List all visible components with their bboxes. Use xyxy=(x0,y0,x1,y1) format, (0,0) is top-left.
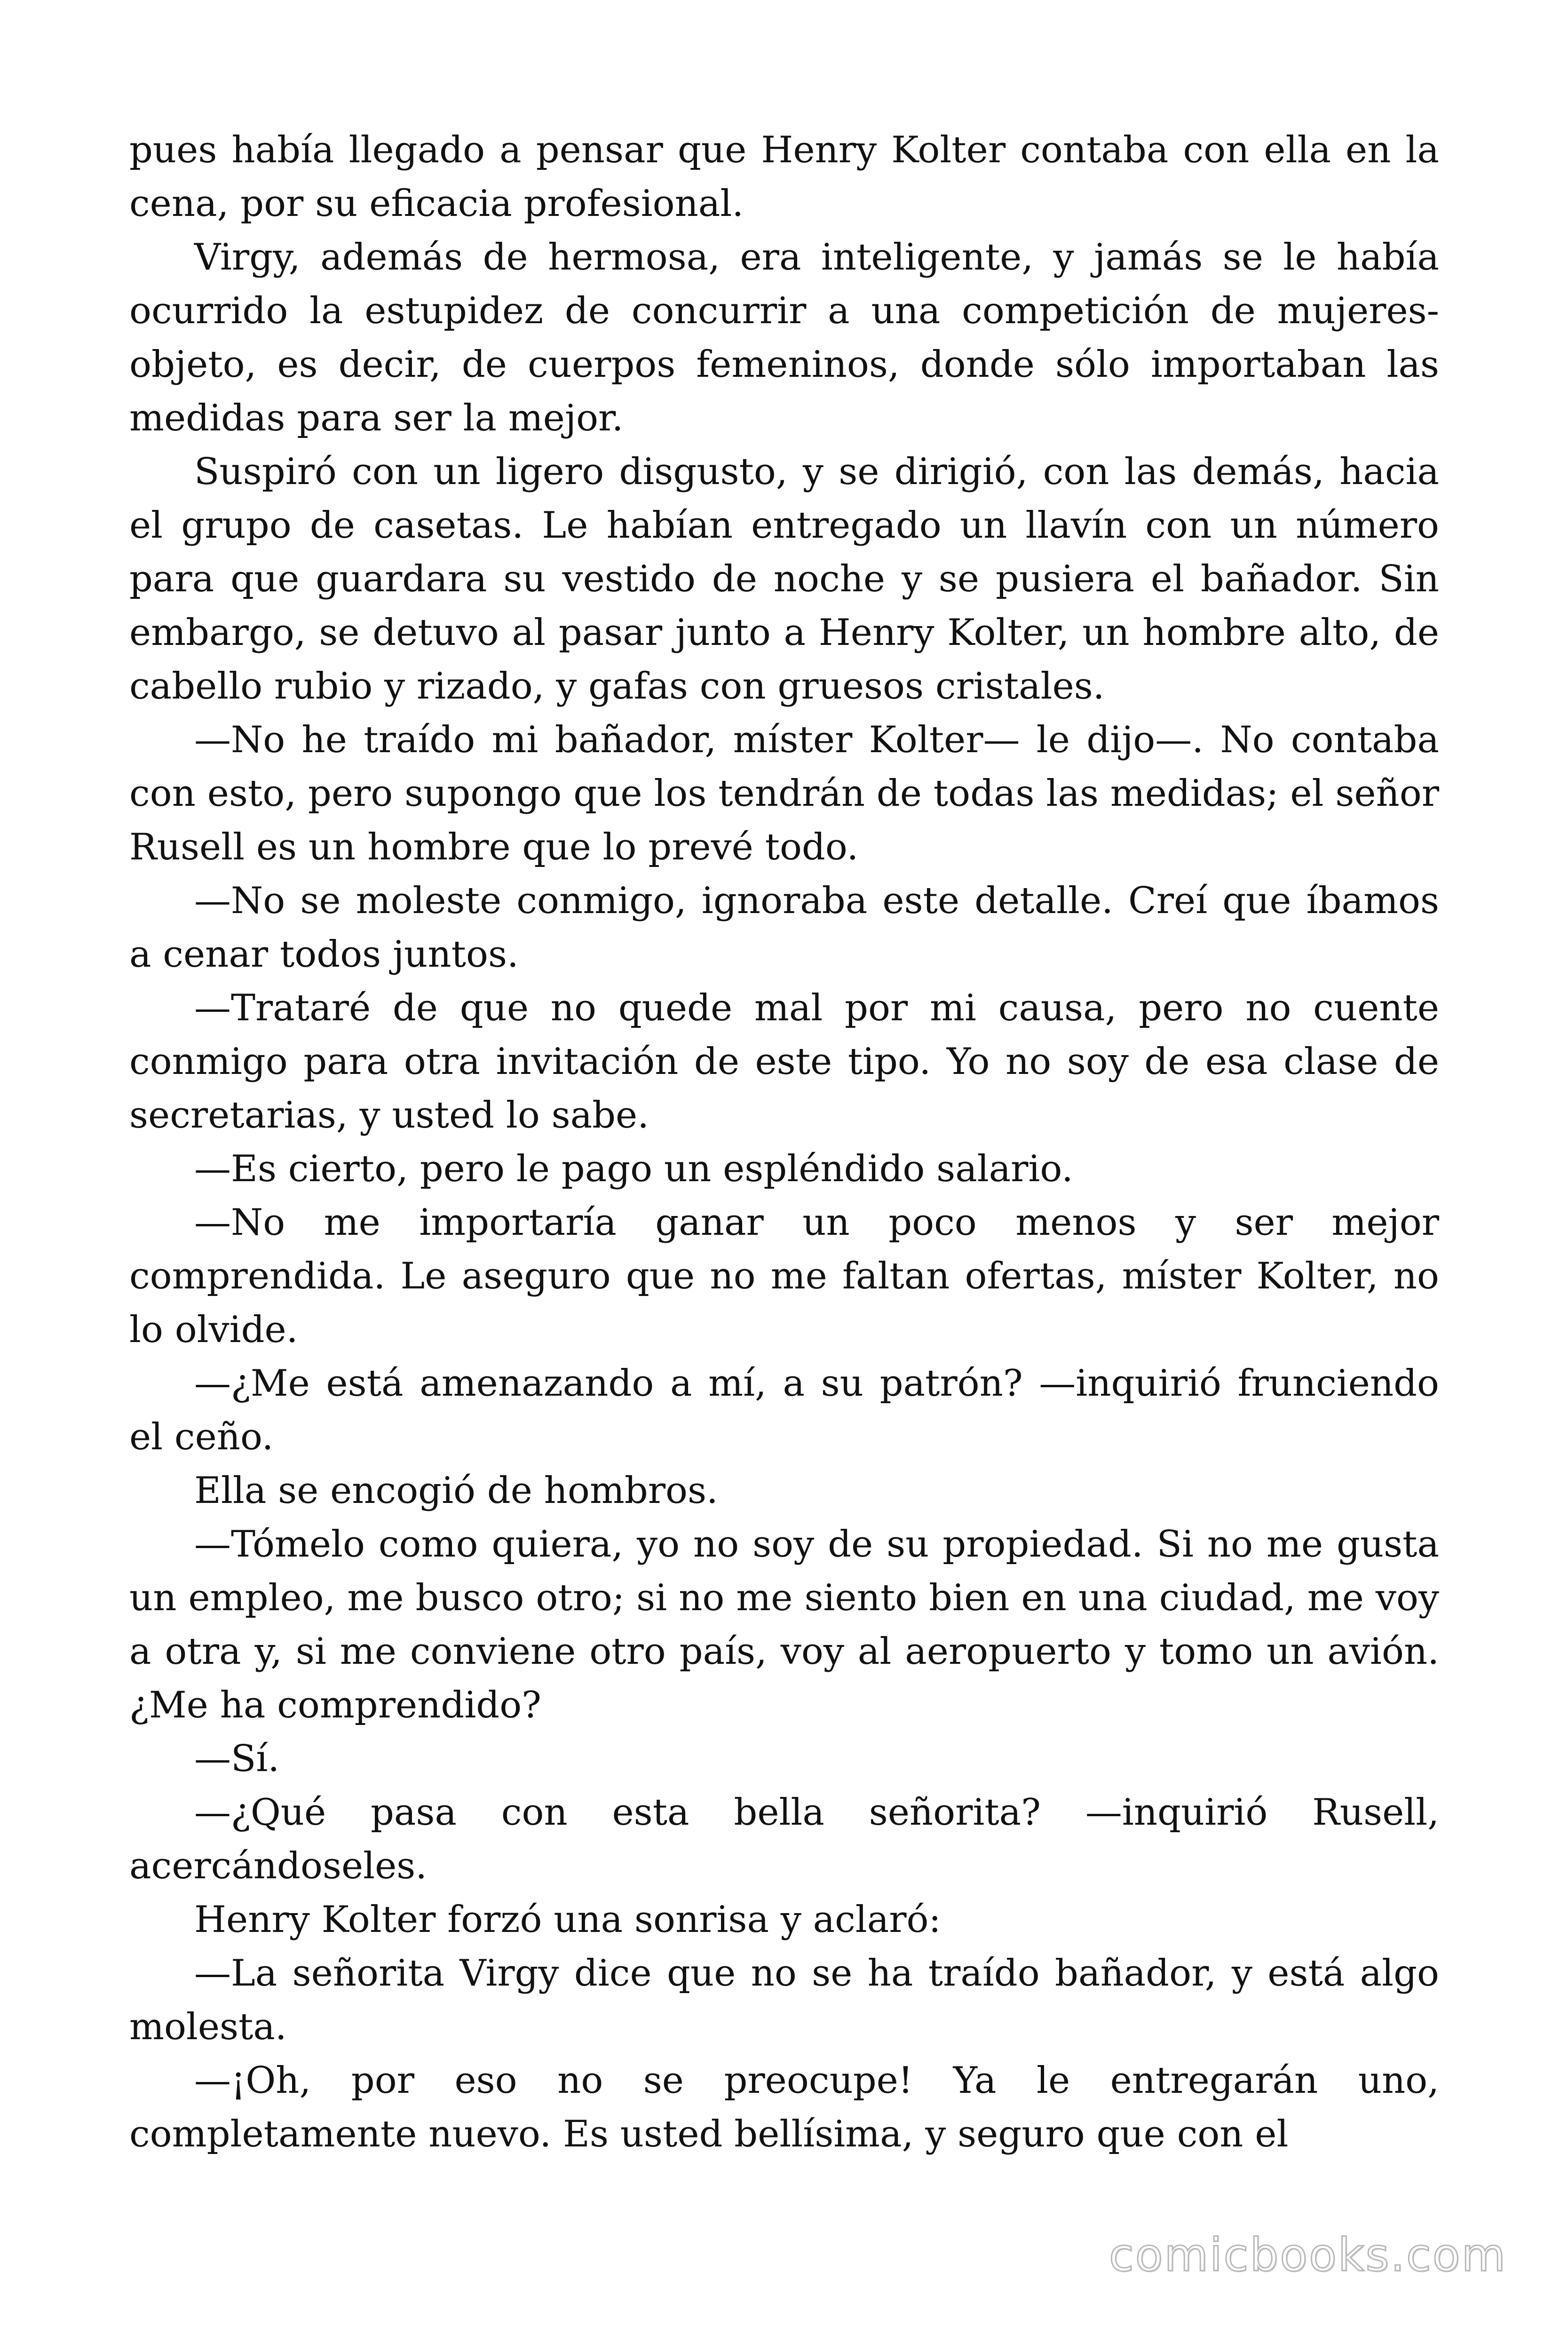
page-body xyxy=(129,123,1439,2161)
paragraph-1: pues había llegado a pensar que Henry Kolter contaba con ella en la cena, por su eficacia profesional. xyxy=(129,129,1439,225)
paragraph-16: —¡Oh, por eso no se preocupe! Ya le entregarán uno, completamente nuevo. Es usted bellísima, y seguro que con el xyxy=(129,2059,1439,2155)
paragraph-6: —Trataré de que no quede mal por mi causa, pero no cuente conmigo para otra invitación de este tipo. Yo no soy de esa clase de secretarias, y usted lo sabe. xyxy=(129,987,1439,1136)
paragraph-12: —Sí. xyxy=(194,1738,280,1780)
paragraph-8: —No me importaría ganar un poco menos y ser mejor comprendida. Le aseguro que no me faltan ofertas, míster Kolter, no lo olvide. xyxy=(129,1201,1439,1351)
paragraph-5: —No se moleste conmigo, ignoraba este detalle. Creí que íbamos a cenar todos juntos. xyxy=(129,880,1439,976)
paragraph-3: Suspiró con un ligero disgusto, y se dirigió, con las demás, hacia el grupo de casetas. Le habían entregado un llavín con un número para que guardara su vestido de noche y se pusiera el bañador. Sin embargo, se detuvo al pasar junto a Henry Kolter, un hombre alto, de cabello rubio y rizado, y gafas con gruesos cristales. xyxy=(129,451,1439,707)
paragraph-2: Virgy, además de hermosa, era inteligente, y jamás se le había ocurrido la estupidez de concurrir a una competición de mujeres-objeto, es decir, de cuerpos femeninos, donde sólo importaban las medidas para ser la mejor. xyxy=(129,236,1439,439)
paragraph-13: —¿Qué pasa con esta bella señorita? —inquirió Rusell, acercándoseles. xyxy=(129,1791,1439,1887)
paragraph-4: —No he traído mi bañador, míster Kolter— le dijo—. No contaba con esto, pero supongo que los tendrán de todas las medidas; el señor Rusell es un hombre que lo prevé todo. xyxy=(129,719,1439,868)
paragraph-15: —La señorita Virgy dice que no se ha traído bañador, y está algo molesta. xyxy=(129,1952,1439,2048)
paragraph-9: —¿Me está amenazando a mí, a su patrón? —inquirió frunciendo el ceño. xyxy=(129,1362,1439,1458)
paragraph-10: Ella se encogió de hombros. xyxy=(194,1470,718,1512)
paragraph-11: —Tómelo como quiera, yo no soy de su propiedad. Si no me gusta un empleo, me busco otro; si no me siento bien en una ciudad, me voy a otra y, si me conviene otro país, voy al aeropuerto y tomo un avión. ¿Me ha comprendido? xyxy=(129,1523,1439,1726)
watermark: comicbooks.com xyxy=(1109,2229,1507,2281)
paragraph-7: —Es cierto, pero le pago un espléndido salario. xyxy=(194,1148,1073,1190)
paragraph-14: Henry Kolter forzó una sonrisa y aclaró: xyxy=(194,1899,941,1941)
